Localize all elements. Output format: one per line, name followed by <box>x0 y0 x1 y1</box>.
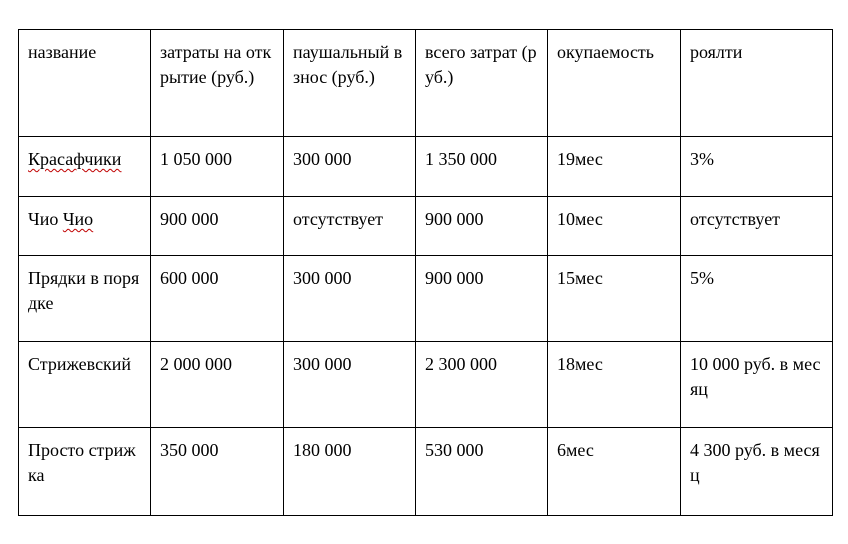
cell-total-costs: 530 000 <box>416 428 548 516</box>
cell-opening-costs: 900 000 <box>151 197 284 256</box>
cell-opening-costs: 2 000 000 <box>151 342 284 428</box>
header-cell-royalty: роялти <box>681 30 833 137</box>
cell-franchise-fee: 300 000 <box>284 137 416 197</box>
cell-franchise-fee: отсутствует <box>284 197 416 256</box>
table-row <box>19 197 833 256</box>
cell-payback: 10мес <box>548 197 681 256</box>
cell-opening-costs: 350 000 <box>151 428 284 516</box>
cell-total-costs: 900 000 <box>416 197 548 256</box>
table-row <box>19 428 833 516</box>
table-row <box>19 256 833 342</box>
cell-opening-costs: 600 000 <box>151 256 284 342</box>
header-cell-payback: окупаемость <box>548 30 681 137</box>
table-row <box>19 342 833 428</box>
header-cell-franchise-fee: паушальный взнос (руб.) <box>284 30 416 137</box>
cell-payback: 19мес <box>548 137 681 197</box>
cell-total-costs: 2 300 000 <box>416 342 548 428</box>
cell-royalty: 4 300 руб. в месяц <box>681 428 833 516</box>
table-header-row <box>19 30 833 137</box>
cell-royalty: 3% <box>681 137 833 197</box>
cell-royalty: 5% <box>681 256 833 342</box>
cell-total-costs: 1 350 000 <box>416 137 548 197</box>
name-word-1: Чио Чио <box>28 209 94 229</box>
franchise-comparison-table <box>18 29 833 516</box>
cell-payback: 18мес <box>548 342 681 428</box>
cell-opening-costs: 1 050 000 <box>151 137 284 197</box>
header-cell-total-costs: всего затрат (руб.) <box>416 30 548 137</box>
cell-franchise-fee: 300 000 <box>284 256 416 342</box>
cell-franchise-fee: 180 000 <box>284 428 416 516</box>
cell-name <box>19 137 151 197</box>
cell-royalty: 10 000 руб. в месяц <box>681 342 833 428</box>
cell-royalty: отсутствует <box>681 197 833 256</box>
header-cell-opening-costs: затраты на открытие (руб.) <box>151 30 284 137</box>
cell-payback: 15мес <box>548 256 681 342</box>
cell-name: Прядки в порядке <box>19 256 151 342</box>
header-cell-name: название <box>19 30 151 137</box>
cell-name <box>19 197 151 256</box>
cell-total-costs: 900 000 <box>416 256 548 342</box>
table-row <box>19 137 833 197</box>
cell-name: Стрижевский <box>19 342 151 428</box>
cell-franchise-fee: 300 000 <box>284 342 416 428</box>
spellcheck-underlined-text: Чио <box>62 209 94 229</box>
cell-name: Просто стрижка <box>19 428 151 516</box>
cell-payback: 6мес <box>548 428 681 516</box>
spellcheck-underlined-text: Красафчики <box>28 149 122 169</box>
